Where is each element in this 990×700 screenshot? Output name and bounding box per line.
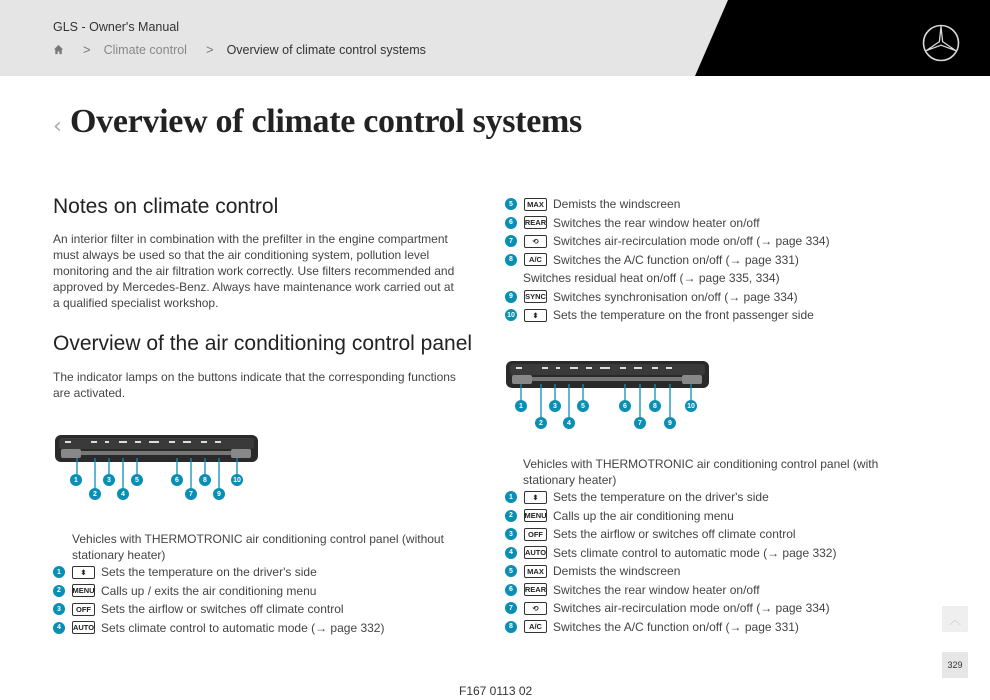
list-item [505,525,836,544]
notes-text: An interior filter in combination with the prefilter in the engine compartment must always be used so that the air conditioning system, pollution level monitoring and the air filtration work correctly. Use filters recommended and approved by Mercedes-Benz. Always have maintenance work carried out at a qualified specialist workshop. [53,232,455,310]
list-item [505,306,830,325]
list-item [505,507,836,526]
item-number: 2 [505,510,517,522]
list-item [505,562,836,581]
ac-button-icon: A/C [524,620,547,633]
item-text: Demists the windscreen [553,197,681,212]
menu-button-icon: MENU [524,509,547,522]
figure-reference: F167 0113 02 [459,684,533,698]
list-item [505,618,836,637]
item-text: Switches the rear window heater on/off [553,215,760,230]
item-text: Sets the temperature on the driver's side [101,565,317,580]
callout-4: 4 [117,488,129,500]
item-number: 4 [505,547,517,559]
callout-7: 7 [185,488,197,500]
item-text: Switches the A/C function on/off (→ page 331) [553,619,799,634]
list-item [53,619,384,638]
item-number: 1 [505,491,517,503]
callout-6: 6 [171,474,183,486]
list-item [505,232,830,251]
item-number: 9 [505,291,517,303]
rear-heater-button-icon: REAR [524,583,547,596]
callout-3: 3 [103,474,115,486]
mercedes-star-logo[interactable] [921,23,961,63]
recirculation-button-icon: ⟲ [524,235,547,248]
panel-right-caption: Vehicles with THERMOTRONIC air conditioning control panel (with stationary heater) [523,457,879,487]
callout-10: 10 [231,474,243,486]
breadcrumb-current: Overview of climate control systems [226,42,426,57]
panel-left-list [53,563,384,637]
home-icon[interactable] [53,44,64,55]
callout-2: 2 [89,488,101,500]
item-number: 10 [505,309,517,321]
page-number: 329 [942,652,968,678]
item-text: Calls up / exits the air conditioning menu [101,583,317,598]
callout-5: 5 [131,474,143,486]
breadcrumb-link-climate-control[interactable]: Climate control [103,42,187,57]
auto-button-icon: AUTO [524,546,547,559]
callout-8: 8 [649,400,661,412]
breadcrumb-separator: > [83,42,91,57]
item-number: 8 [505,254,517,266]
callout-1: 1 [70,474,82,486]
item-text: Sets climate control to automatic mode (→ page 332) [553,545,837,560]
list-item [53,563,384,582]
header-black-wedge [0,0,990,76]
item-text: Demists the windscreen [553,564,681,579]
callout-8: 8 [199,474,211,486]
panel-right-list [505,488,836,636]
list-item [505,214,830,233]
page-title: Overview of climate control systems [70,103,582,140]
rear-heater-button-icon: REAR [524,216,547,229]
callout-9: 9 [664,417,676,429]
callout-1: 1 [515,400,527,412]
temperature-button-icon: ⬍ [524,491,547,504]
list-item [505,288,830,307]
list-item [505,195,830,214]
item-number: 7 [505,235,517,247]
recirculation-button-icon: ⟲ [524,602,547,615]
callout-2: 2 [535,417,547,429]
control-panel-left-illustration [53,432,263,507]
airflow-button-icon: OFF [524,528,547,541]
windscreen-max-button-icon: MAX [524,198,547,211]
breadcrumb-separator: > [205,42,214,57]
sync-button-icon: SYNC [524,290,547,303]
callout-9: 9 [213,488,225,500]
airflow-button-icon: OFF [72,603,95,616]
list-item [505,544,836,563]
auto-button-icon: AUTO [72,621,95,634]
temperature-button-icon: ⬍ [524,309,547,322]
item-number: 5 [505,565,517,577]
item-number: 1 [53,566,65,578]
list-item [53,582,384,601]
item-text: Sets the temperature on the driver's side [553,490,769,505]
list-item [505,488,836,507]
item-number: 6 [505,584,517,596]
item-number: 3 [53,603,65,615]
callout-7: 7 [634,417,646,429]
item-text: Switches air-recirculation mode on/off (→ page 334) [553,234,830,249]
item-text: Sets the airflow or switches off climate control [101,602,344,617]
list-item [505,269,830,288]
item-text: Switches residual heat on/off (→ page 335, 334) [523,271,780,286]
menu-button-icon: MENU [72,584,95,597]
item-number: 2 [53,585,65,597]
callout-6: 6 [619,400,631,412]
right-list-top [505,195,830,325]
item-text: Switches air-recirculation mode on/off (→ page 334) [553,601,830,616]
item-text: Calls up the air conditioning menu [553,508,734,523]
app-title: GLS - Owner's Manual [53,20,180,34]
callout-10: 10 [685,400,697,412]
item-number: 6 [505,217,517,229]
callout-3: 3 [549,400,561,412]
item-text: Switches synchronisation on/off (→ page 334) [553,289,798,304]
windscreen-max-button-icon: MAX [524,565,547,578]
item-text: Switches the rear window heater on/off [553,582,760,597]
callout-5: 5 [577,400,589,412]
item-number: 5 [505,198,517,210]
item-text: Sets climate control to automatic mode (→ page 332) [101,620,385,635]
list-item [505,581,836,600]
list-item [505,599,836,618]
item-number: 4 [53,622,65,634]
callout-4: 4 [563,417,575,429]
list-item [505,251,830,270]
overview-text: The indicator lamps on the buttons indicate that the corresponding functions are activated. [53,370,456,400]
item-number: 7 [505,602,517,614]
arrow-up-icon: ︿ [948,612,961,627]
breadcrumb [53,42,426,57]
item-text: Sets the temperature on the front passenger side [553,308,814,323]
back-chevron-icon[interactable]: ‹ [53,114,62,139]
item-number: 8 [505,621,517,633]
notes-heading: Notes on climate control [53,195,279,218]
list-item [53,600,384,619]
ac-button-icon: A/C [524,253,547,266]
overview-heading: Overview of the air conditioning control panel [53,332,473,355]
scroll-to-top-button[interactable] [942,606,968,632]
item-text: Sets the airflow or switches off climate control [553,527,796,542]
item-number: 3 [505,528,517,540]
temperature-button-icon: ⬍ [72,566,95,579]
item-text: Switches the A/C function on/off (→ page 331) [553,252,799,267]
panel-left-caption: Vehicles with THERMOTRONIC air conditioning control panel (without stationary heater) [72,532,444,562]
